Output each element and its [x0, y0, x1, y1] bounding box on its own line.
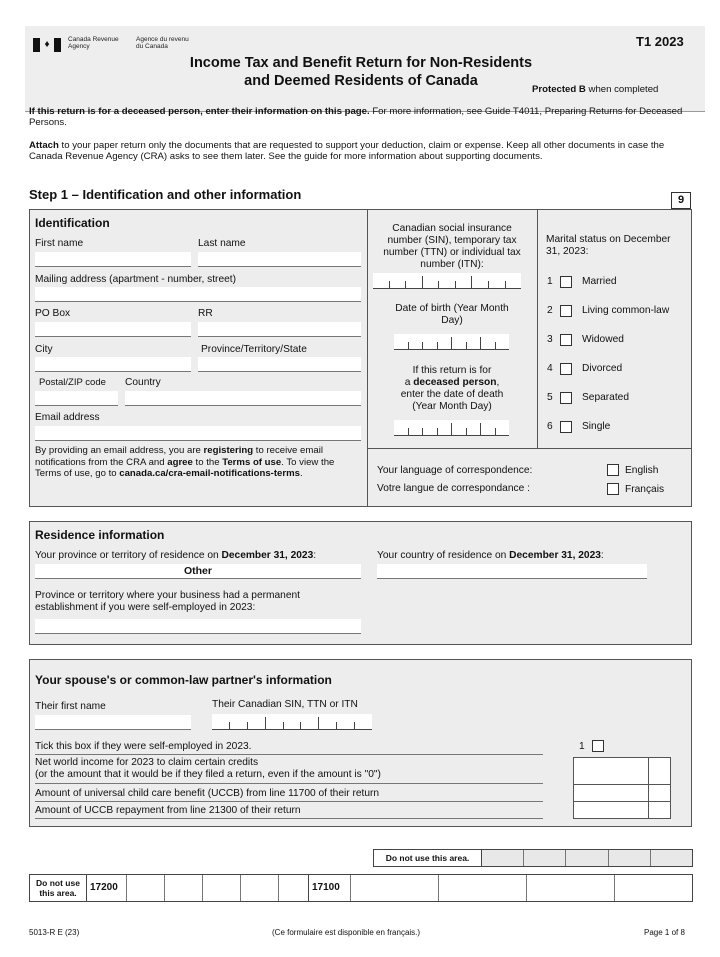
form-title-line2: and Deemed Residents of Canada: [244, 73, 478, 89]
net-income-cents[interactable]: [649, 758, 671, 785]
do-not-use-bottom-area: [29, 874, 693, 902]
date-of-death-label: If this return is for a deceased person, enter the date of death (Year Month Day): [400, 365, 504, 412]
do-not-use-top-label: Do not use this area.: [374, 850, 482, 866]
form-id: T1 2023: [636, 34, 684, 49]
francais-checkbox[interactable]: [607, 483, 619, 495]
country-residence-label: Your country of residence on December 31, 2023:: [377, 550, 604, 561]
city-field[interactable]: [35, 357, 191, 372]
language-label-en: Your language of correspondence:: [377, 465, 533, 476]
agency-name-en: Canada Revenue Agency: [68, 36, 119, 50]
province-field[interactable]: [198, 357, 361, 372]
marital-married-checkbox[interactable]: [560, 276, 572, 288]
spouse-sin-field[interactable]: [212, 714, 372, 730]
mailing-address-label: Mailing address (apartment - number, street): [35, 274, 237, 285]
sin-field[interactable]: [373, 273, 521, 289]
spouse-heading: Your spouse's or common-law partner's information: [35, 673, 332, 687]
date-of-birth-label: Date of birth (Year Month Day): [395, 303, 509, 326]
date-of-birth-field[interactable]: [394, 334, 509, 350]
step1-title: Step 1 – Identification and other information: [29, 187, 302, 202]
province-residence-label: Your province or territory of residence on December 31, 2023:: [35, 550, 317, 561]
page-number: Page 1 of 8: [644, 928, 685, 937]
business-province-label: Province or territory where your business had a permanent establishment if you were self-employed in 2023:: [35, 590, 301, 613]
marital-option-label: Living common-law: [582, 305, 670, 316]
date-of-death-field[interactable]: [394, 420, 509, 436]
language-label-fr: Votre langue de correspondance :: [377, 483, 530, 494]
spouse-self-employed-checkbox[interactable]: [592, 740, 604, 752]
rr-label: RR: [198, 308, 213, 319]
do-not-use-bottom-label: Do not use this area.: [30, 875, 87, 901]
intro-paragraph-1: If this return is for a deceased person, enter their information on this page. For more information, see Guide T4011, Preparing Returns for Deceased Persons.: [29, 106, 683, 128]
marital-option-number: 5: [547, 392, 553, 403]
marital-option-label: Separated: [582, 392, 630, 403]
marital-separated-checkbox[interactable]: [560, 392, 572, 404]
page-number-box: 9: [671, 192, 691, 209]
marital-option-label: Married: [582, 276, 617, 287]
spouse-amounts-table: [573, 757, 671, 819]
spouse-self-employed-label: Tick this box if they were self-employed in 2023.: [35, 741, 252, 752]
po-box-label: PO Box: [35, 308, 71, 319]
marital-common-law-checkbox[interactable]: [560, 305, 572, 317]
email-field[interactable]: [35, 426, 361, 441]
country-residence-field[interactable]: [377, 564, 647, 579]
spouse-sin-label: Their Canadian SIN, TTN or ITN: [212, 699, 358, 710]
spouse-first-name-field[interactable]: [35, 715, 191, 730]
form-title-line1: Income Tax and Benefit Return for Non-Residents: [189, 55, 533, 71]
email-label: Email address: [35, 412, 100, 423]
marital-option-number: 4: [547, 363, 553, 374]
do-not-use-top-area: [373, 849, 693, 867]
english-checkbox[interactable]: [607, 464, 619, 476]
province-label: Province/Territory/State: [201, 344, 307, 355]
identification-heading: Identification: [35, 216, 110, 230]
english-label: English: [625, 465, 659, 476]
intro-paragraph-2: Attach to your paper return only the documents that are requested to support your deduction, claim or expense. Keep all other documents in case the Canada Revenue Agency (CRA) asks to see them later. See the guide for more information about supporting documents.: [29, 140, 665, 162]
protected-b-label: Protected B when completed: [532, 84, 659, 95]
marital-option-number: 6: [547, 421, 553, 432]
canada-flag-icon: ♦: [33, 38, 61, 52]
postal-code-label: Postal/ZIP code: [39, 377, 106, 388]
net-income-amount[interactable]: [574, 758, 649, 785]
form-code: 5013-R E (23): [29, 928, 80, 937]
first-name-field[interactable]: [35, 252, 191, 267]
mailing-address-field[interactable]: [35, 287, 361, 302]
marital-single-checkbox[interactable]: [560, 421, 572, 433]
marital-status-heading: Marital status on December 31, 2023:: [546, 234, 671, 257]
self-employed-number: 1: [579, 741, 585, 752]
postal-code-field[interactable]: [35, 391, 118, 406]
uccb-repayment-label: Amount of UCCB repayment from line 21300 of their return: [35, 805, 301, 816]
code-17200: 17200: [87, 875, 127, 901]
email-terms-note: By providing an email address, you are registering to receive email notifications from the CRA and agree to the Terms of use. To view the Terms of use, go to canada.ca/cra-email-notifications-terms.: [35, 445, 335, 479]
marital-option-number: 3: [547, 334, 553, 345]
agency-name-fr: Agence du revenu du Canada: [136, 36, 189, 50]
marital-option-label: Divorced: [582, 363, 623, 374]
uccb-repayment-cents[interactable]: [649, 802, 671, 819]
uccb-amount[interactable]: [574, 785, 649, 802]
marital-option-number: 2: [547, 305, 553, 316]
marital-option-label: Widowed: [582, 334, 624, 345]
province-residence-field[interactable]: Other: [35, 564, 361, 579]
net-income-label-1: Net world income for 2023 to claim certain credits: [35, 757, 259, 768]
last-name-label: Last name: [198, 238, 246, 249]
city-label: City: [35, 344, 53, 355]
uccb-repayment-amount[interactable]: [574, 802, 649, 819]
marital-option-label: Single: [582, 421, 611, 432]
marital-widowed-checkbox[interactable]: [560, 334, 572, 346]
po-box-field[interactable]: [35, 322, 191, 337]
business-province-field[interactable]: [35, 619, 361, 634]
uccb-cents[interactable]: [649, 785, 671, 802]
net-income-label-2: (or the amount that it would be if they filed a return, even if the amount is "0"): [35, 769, 381, 780]
rr-field[interactable]: [198, 322, 361, 337]
spouse-first-name-label: Their first name: [35, 701, 106, 712]
uccb-label: Amount of universal child care benefit (UCCB) from line 11700 of their return: [35, 788, 380, 799]
residence-heading: Residence information: [35, 528, 165, 542]
french-availability-note: (Ce formulaire est disponible en français.): [272, 928, 421, 937]
francais-label: Français: [625, 484, 665, 495]
marital-divorced-checkbox[interactable]: [560, 363, 572, 375]
first-name-label: First name: [35, 238, 84, 249]
tax-form-page: [16, 16, 706, 946]
code-17100: 17100: [309, 875, 351, 901]
country-label: Country: [125, 377, 161, 388]
last-name-field[interactable]: [198, 252, 361, 267]
marital-option-number: 1: [547, 276, 553, 287]
sin-label: Canadian social insurance number (SIN), temporary tax number (TTN) or individual tax number (ITN):: [383, 223, 521, 270]
country-field[interactable]: [125, 391, 361, 406]
